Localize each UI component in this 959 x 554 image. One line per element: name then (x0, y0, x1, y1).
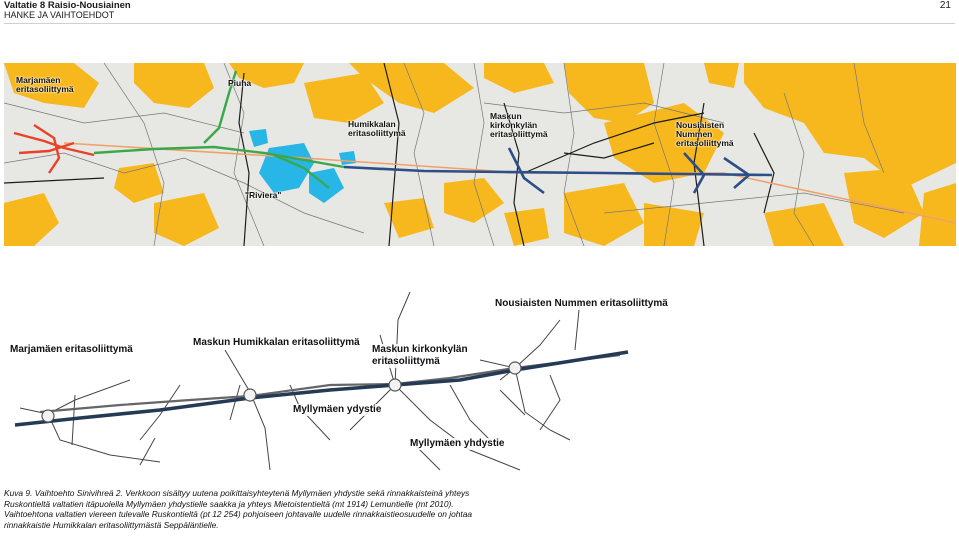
urban-areas (4, 63, 956, 246)
map-label-humikkala: Humikkalan eritasoliittymä (348, 119, 406, 138)
map-label-kirkonkyla: Maskun kirkonkylän eritasoliittymä (490, 111, 548, 139)
route-map (4, 63, 956, 246)
schem-label-kirkonkyla: Maskun kirkonkylän eritasoliittymä (372, 344, 472, 368)
schem-label-myllymaki-lower: Myllymäen yhdystie (410, 438, 505, 449)
map-label-nummi: Nousiaisten Nummen eritasoliittymä (676, 120, 734, 148)
map-label-marjamaki: Marjamäen eritasoliittymä (16, 75, 74, 94)
map-label-riviera: "Riviera" (245, 190, 282, 200)
figure-caption (4, 488, 954, 530)
schematic-graphic (0, 285, 959, 485)
route-map-graphic (4, 63, 956, 246)
document-subtitle: HANKE JA VAIHTOEHDOT (4, 10, 115, 20)
header-divider (4, 23, 955, 24)
schem-label-nummi: Nousiaisten Nummen eritasoliittymä (495, 298, 668, 309)
map-label-piuha: Piuha (228, 78, 252, 88)
caption-line: Vaihtoehtona valtatien viereen tulevalle Ruskontieltä (pt 12 254) pohjoiseen johtavalle uudelle rinnakkaistieosuudelle on johtaa (4, 509, 473, 519)
schem-label-marjamaki: Marjamäen eritasoliittymä (10, 344, 133, 355)
schem-label-myllymaki-upper: Myllymäen ydystie (293, 404, 382, 415)
schem-label-humikkala: Maskun Humikkalan eritasoliittymä (193, 337, 360, 348)
page-number: 21 (939, 0, 951, 11)
caption-line: rinnakkaistie Humikkalan eritasoliittymästä Seppäläntielle. (4, 519, 219, 530)
caption-line: Kuva 9. Vaihtoehto Sinivihreä 2. Verkkoon sisältyy uutena poikittaisyhteytenä Myllymäen yhdystie sekä rinnakkaisteinä yhteys (4, 488, 470, 498)
caption-line: Ruskontieltä valtatien itäpuolella Myllymäen yhdystielle saakka ja yhteys Mietoistentieltä (mt 1914) Lemuntielle (mt 2010). (4, 498, 454, 509)
schematic-diagram (0, 285, 959, 485)
red-route (14, 125, 94, 173)
document-title: Valtatie 8 Raisio-Nousiainen (4, 0, 131, 11)
